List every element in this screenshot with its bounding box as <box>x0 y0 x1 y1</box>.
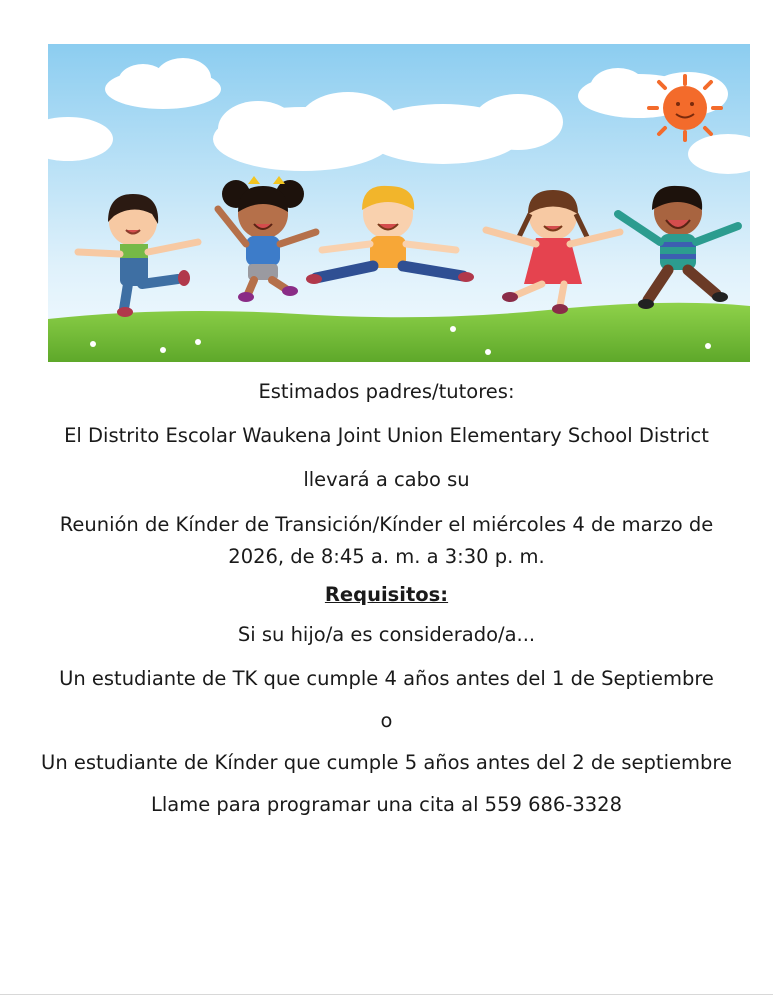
event-details-line-1: Reunión de Kínder de Transición/Kínder el miércoles 4 de marzo de <box>59 513 714 536</box>
or-separator: o <box>380 709 393 732</box>
header-illustration <box>48 44 750 362</box>
page-edge-divider <box>0 994 773 995</box>
greeting: Estimados padres/tutores: <box>258 380 515 403</box>
intro-text: llevará a cabo su <box>303 468 470 491</box>
flyer-body <box>0 372 773 819</box>
tk-requirement: Un estudiante de TK que cumple 4 años antes del 1 de Septiembre <box>59 667 714 690</box>
district-name: El Distrito Escolar Waukena Joint Union Elementary School District <box>64 424 709 447</box>
event-details-line-2: 2026, de 8:45 a. m. a 3:30 p. m. <box>228 545 545 568</box>
jumping-children-illustration <box>48 44 750 362</box>
condition-text: Si su hijo/a es considerado/a... <box>237 623 536 646</box>
requirements-heading: Requisitos: <box>324 583 449 606</box>
kinder-requirement: Un estudiante de Kínder que cumple 5 años antes del 2 de septiembre <box>41 751 732 774</box>
call-to-action: Llame para programar una cita al 559 686-3328 <box>151 793 622 816</box>
